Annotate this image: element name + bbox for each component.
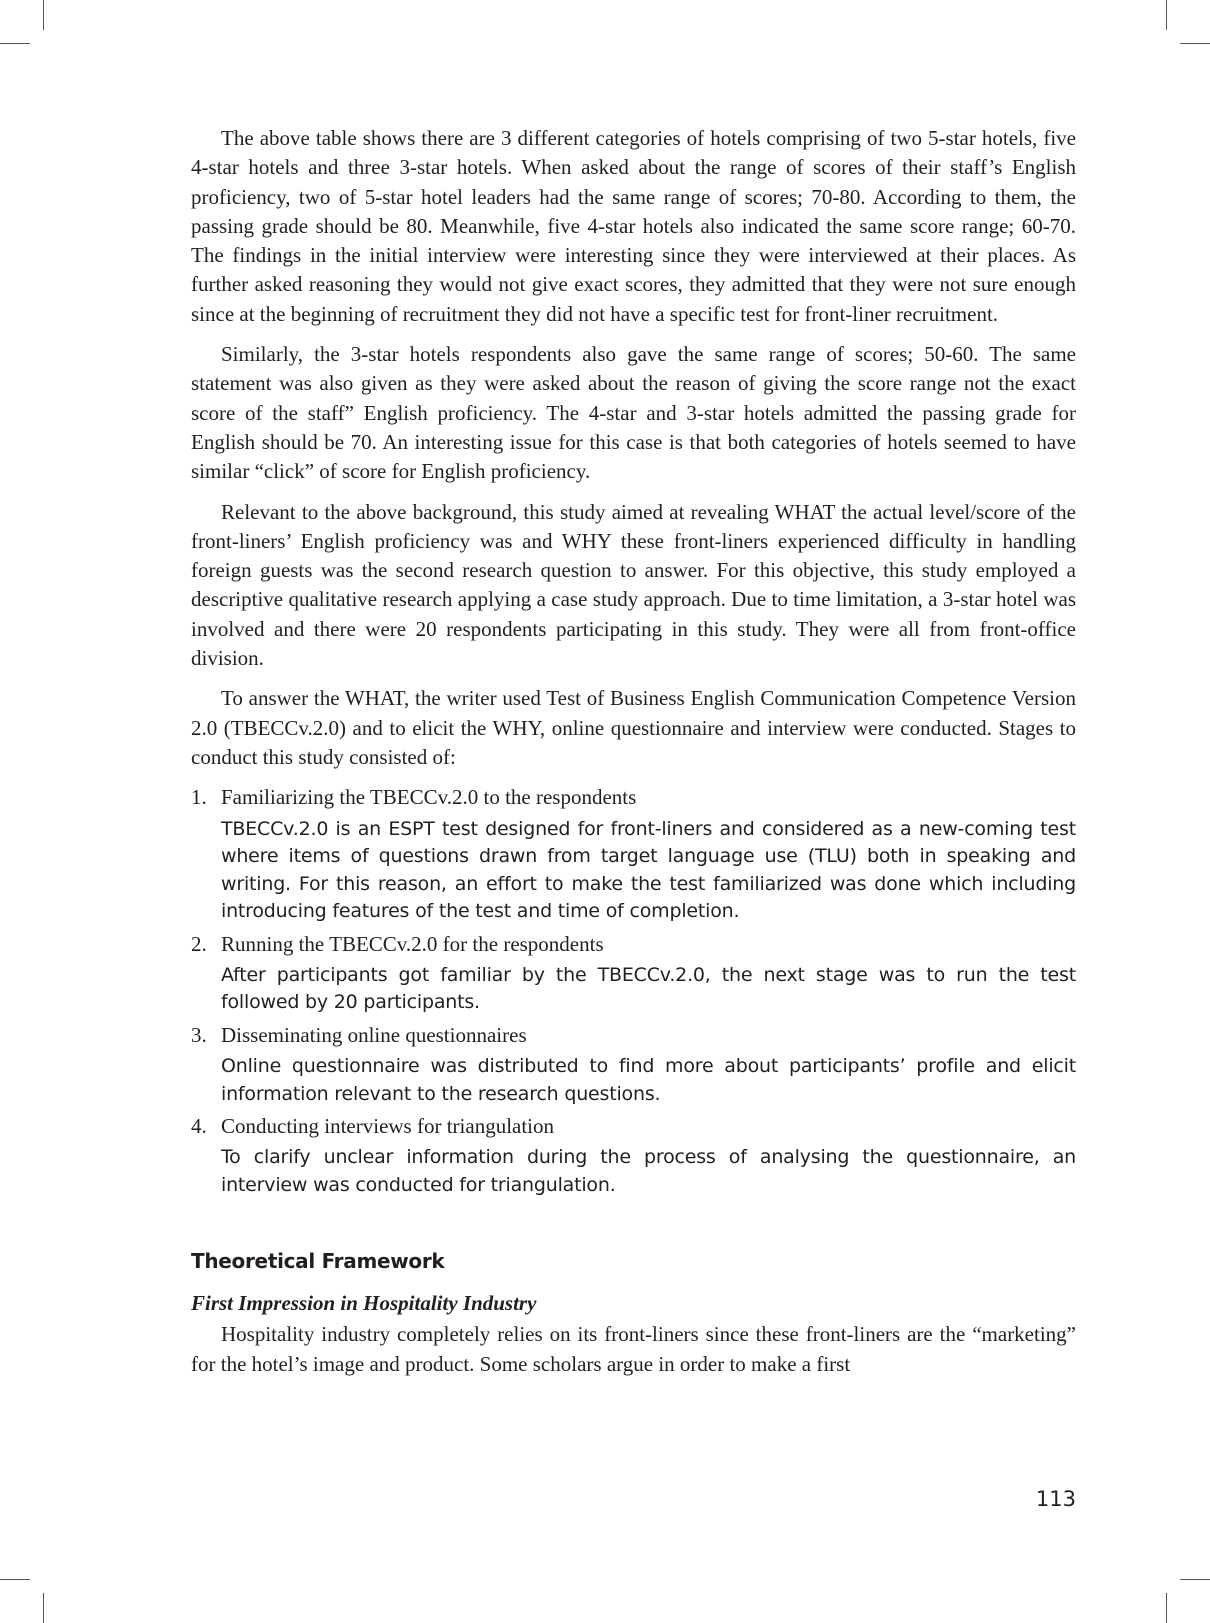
stage-title: Familiarizing the TBECCv.2.0 to the respondents <box>221 785 637 810</box>
page-number: 113 <box>1035 1487 1076 1511</box>
body-paragraph-2: Similarly, the 3-star hotels respondents also gave the same range of scores; 50-60. The same statement was also given as they were asked about the reason of giving the score range not the exact score of the staff” English proficiency. The 4-star and 3-star hotels admitted the passing grade for English should be 70. An interesting issue for this case is that both categories of hotels seemed to have similar “click” of score for English proficiency. <box>191 342 1076 484</box>
stage-number: 1. <box>191 785 207 810</box>
stage-description: To clarify unclear information during the process of analysing the questionnaire, an interview was conducted for triangulation. <box>221 1146 1076 1196</box>
crop-mark-top-right-horizontal <box>1180 43 1210 44</box>
crop-mark-bottom-left-vertical <box>43 1593 44 1623</box>
stage-title: Conducting interviews for triangulation <box>221 1114 555 1139</box>
stage-item-4 <box>191 1112 1076 1199</box>
subsection-heading: First Impression in Hospitality Industry <box>191 1291 537 1316</box>
stage-description: After participants got familiar by the TBECCv.2.0, the next stage was to run the test followed by 20 participants. <box>221 963 1076 1014</box>
stage-title: Disseminating online questionnaires <box>221 1022 527 1047</box>
stage-description: Online questionnaire was distributed to find more about participants’ profile and elicit information relevant to the research questions. <box>221 1055 1076 1105</box>
page-body <box>191 124 1076 1390</box>
crop-mark-top-left-horizontal <box>0 43 30 44</box>
body-paragraph-1: The above table shows there are 3 different categories of hotels comprising of two 5-star hotels, five 4-star hotels and three 3-star hotels. When asked about the range of scores of their staff’s English proficiency, two of 5-star hotel leaders had the same range of scores; 70-80. According to them, the passing grade should be 80. Meanwhile, five 4-star hotels also indicated the same score range; 60-70. The findings in the initial interview were interesting since they were interviewed at their places. As further asked reasoning they would not give exact scores, they admitted that they were not sure enough since at the beginning of recruitment they did not have a specific test for front-liner recruitment. <box>191 126 1076 326</box>
stage-item-2 <box>191 930 1076 1017</box>
stage-title: Running the TBECCv.2.0 for the respondents <box>221 931 604 956</box>
section-paragraph: Hospitality industry completely relies on its front-liners since these front-liners are the “marketing” for the hotel’s image and product. Some scholars argue in order to make a first <box>191 1322 1076 1376</box>
stage-description: TBECCv.2.0 is an ESPT test designed for front-liners and considered as a new-coming test where items of questions drawn from target language use (TLU) both in speaking and writing. For this reason, an effort to make the test familiarized was done which including introducing features of the test and time of completion. <box>221 817 1076 923</box>
stages-list <box>191 783 1076 1199</box>
body-paragraph-4: To answer the WHAT, the writer used Test of Business English Communication Competence Version 2.0 (TBECCv.2.0) and to elicit the WHY, online questionnaire and interview were conducted. Stages to conduct this study consisted of: <box>191 686 1076 769</box>
stage-number: 4. <box>191 1114 207 1139</box>
stage-number: 3. <box>191 1022 207 1047</box>
crop-mark-bottom-left-horizontal <box>0 1579 30 1580</box>
stage-item-1 <box>191 783 1076 925</box>
body-paragraph-3: Relevant to the above background, this study aimed at revealing WHAT the actual level/score of the front-liners’ English proficiency was and WHY these front-liners experienced difficulty in handling foreign guests was the second research question to answer. For this objective, this study employed a descriptive qualitative research applying a case study approach. Due to time limitation, a 3-star hotel was involved and there were 20 respondents participating in this study. They were all from front-office division. <box>191 499 1076 671</box>
stage-item-3 <box>191 1021 1076 1108</box>
crop-mark-top-right-vertical <box>1166 0 1167 30</box>
crop-mark-bottom-right-horizontal <box>1180 1579 1210 1580</box>
crop-mark-bottom-right-vertical <box>1166 1593 1167 1623</box>
stage-number: 2. <box>191 931 207 956</box>
crop-mark-top-left-vertical <box>43 0 44 30</box>
section-heading: Theoretical Framework <box>191 1249 445 1274</box>
